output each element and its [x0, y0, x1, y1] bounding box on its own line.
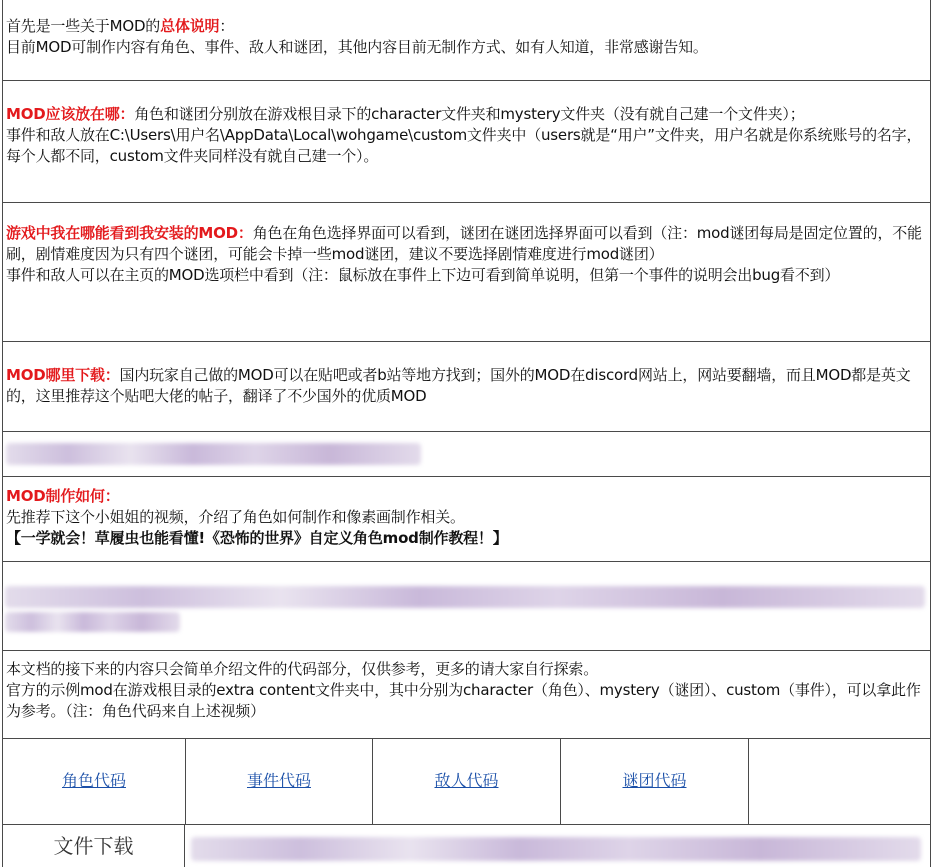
download-text: 国内玩家自己做的MOD可以在贴吧或者b站等地方找到；国外的MOD在discord网站上，网站要翻墙，而且MOD都是英文的，这里推荐这个贴吧大佬的帖子，翻译了不少国外的优质MOD — [6, 366, 911, 405]
intro-line-2: 目前MOD可制作内容有角色、事件、敌人和谜团，其他内容目前无制作方式、如有人知道，非常感谢告知。 — [6, 38, 708, 56]
cell-event — [186, 739, 373, 825]
blurred-download-link[interactable] — [191, 837, 921, 861]
mod-location-heading: MOD应该放在哪： — [6, 105, 135, 123]
mod-download-section — [3, 342, 930, 432]
location-paragraph-1 — [6, 104, 926, 125]
blurred-forum-link[interactable] — [6, 443, 421, 465]
docs-line-1: 本文档的接下来的内容只会简单介绍文件的代码部分，仅供参考，更多的请大家自行探索。 — [6, 660, 599, 678]
mod-view-section — [3, 203, 930, 342]
download-paragraph — [6, 365, 926, 407]
intro-section — [3, 0, 930, 81]
mod-location-section — [3, 81, 930, 203]
howto-line-1: 先推荐下这个小姐姐的视频，介绍了角色如何制作和像素画制作相关。 — [6, 508, 465, 526]
view-paragraph-1 — [6, 223, 926, 265]
code-links-table — [3, 739, 930, 825]
cell-enemy — [373, 739, 561, 825]
intro-colon: ： — [219, 17, 235, 35]
file-download-row — [3, 825, 930, 867]
location-text-1: 角色和谜团分别放在游戏根目录下的character文件夹和mystery文件夹（没有就自己建一个文件夹）； — [134, 105, 805, 123]
docs-line-2: 官方的示例mod在游戏根目录的extra content文件夹中，其中分别为character（角色）、mystery（谜团）、custom（事件），可以拿此作为参考。（注：角色代码来自上述视频） — [6, 681, 921, 720]
mod-howto-section — [3, 477, 930, 562]
video-title: 【一学就会！草履虫也能看懂!《恐怖的世界》自定义角色mod制作教程！】 — [6, 529, 508, 547]
forum-link-row — [3, 432, 930, 477]
cell-mystery — [561, 739, 749, 825]
view-paragraph-2: 事件和敌人可以在主页的MOD选项栏中看到（注：鼠标放在事件上下边可看到简单说明，但第一个事件的说明会出bug看不到） — [6, 266, 840, 284]
file-download-label: 文件下载 — [3, 825, 185, 867]
mystery-code-link[interactable]: 谜团代码 — [622, 771, 687, 790]
video-link-row — [3, 562, 930, 651]
enemy-code-link[interactable]: 敌人代码 — [434, 771, 499, 790]
cell-character — [3, 739, 186, 825]
intro-line-1 — [6, 16, 926, 37]
location-paragraph-2: 事件和敌人放在C:\Users\用户名\AppData\Local\wohgame\custom文件夹中（users就是“用户”文件夹，用户名就是你系统账号的名字，每个人都不同，custom文件夹同样没有就自己建一个）。 — [6, 126, 922, 165]
character-code-link[interactable]: 角色代码 — [61, 771, 126, 790]
mod-howto-heading: MOD制作如何： — [6, 487, 120, 505]
view-text-1: 角色在角色选择界面可以看到，谜团在谜团选择界面可以看到（注：mod谜团每局是固定位置的，不能刷，剧情难度因为只有四个谜团，可能会卡掉一些mod谜团，建议不要选择剧情难度进行mod谜团） — [6, 224, 922, 263]
intro-prefix: 首先是一些关于MOD的 — [6, 17, 161, 35]
overall-description-highlight: 总体说明 — [160, 17, 220, 35]
docs-section — [3, 651, 930, 739]
event-code-link[interactable]: 事件代码 — [246, 771, 311, 790]
blurred-video-link-1[interactable] — [5, 586, 925, 608]
mod-view-heading: 游戏中我在哪能看到我安装的MOD： — [6, 224, 253, 242]
blurred-video-link-2[interactable] — [5, 612, 180, 632]
mod-download-heading: MOD哪里下载： — [6, 366, 120, 384]
